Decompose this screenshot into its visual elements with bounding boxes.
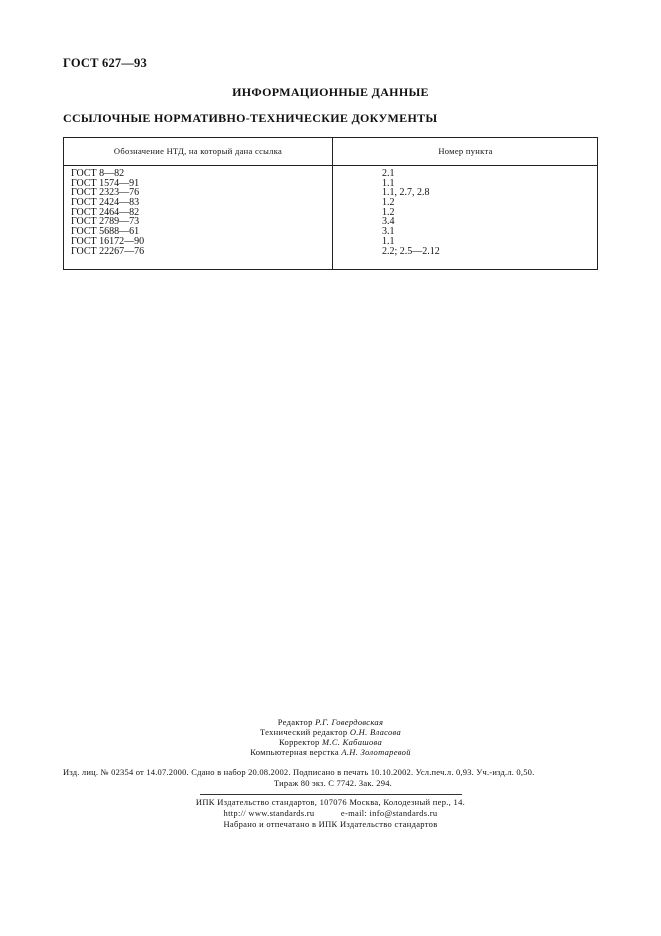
editor-role: Редактор: [277, 717, 313, 727]
cell-designation: ГОСТ 2323—76: [71, 187, 140, 199]
cell-designation: ГОСТ 1574—91: [71, 177, 140, 189]
references-table: [63, 137, 598, 270]
cell-clause: 1.1, 2.7, 2.8: [382, 187, 430, 199]
cell-designation: ГОСТ 2464—82: [71, 206, 140, 218]
table-row: [64, 179, 597, 189]
imprint-tech-editor: [0, 727, 661, 737]
refs-title: ССЫЛОЧНЫЕ НОРМАТИВНО-ТЕХНИЧЕСКИЕ ДОКУМЕНТЫ: [63, 111, 438, 125]
table-row: [64, 217, 597, 227]
table-row: [64, 169, 597, 179]
standard-number: ГОСТ 627—93: [63, 56, 147, 70]
cell-clause: 1.2: [382, 206, 395, 218]
table-row: [64, 247, 597, 257]
publication-info: [63, 767, 603, 789]
cell-clause: 1.1: [382, 235, 395, 247]
table-body: [64, 169, 597, 256]
publication-line-2: Тираж 80 экз. С 7742. Зак. 294.: [274, 778, 392, 788]
publication-line-1: Изд. лиц. № 02354 от 14.07.2000. Сдано в набор 20.08.2002. Подписано в печать 10.10.2002. Усл.печ.л. 0,93. Уч.-изд.л. 0,50.: [63, 767, 535, 777]
imprint-editor: [0, 717, 661, 727]
cell-designation: ГОСТ 22267—76: [71, 245, 145, 257]
publisher-address: ИПК Издательство стандартов, 107076 Москва, Колодезный пер., 14.: [195, 797, 466, 807]
publisher-printed: Набрано и отпечатано в ИПК Издательство стандартов: [223, 819, 438, 829]
editor-name: Р.Г. Говердовская: [315, 717, 384, 727]
layout-role: Компьютерная верстка: [250, 747, 339, 757]
tech-editor-role: Технический редактор: [259, 727, 348, 737]
table-row: [64, 198, 597, 208]
layout-name: А.Н. Золотаревой: [341, 747, 411, 757]
table-row: [64, 208, 597, 218]
cell-clause: 3.1: [382, 226, 395, 238]
header-clause: Номер пункта: [438, 146, 493, 156]
publisher-website: http:// www.standards.ru: [223, 808, 315, 818]
publisher-info: [0, 797, 661, 830]
header-designation: Обозначение НТД, на который дана ссылка: [113, 146, 283, 156]
cell-clause: 2.1: [382, 168, 395, 179]
corrector-name: М.С. Кабашова: [322, 737, 383, 747]
cell-clause: 1.2: [382, 197, 395, 209]
imprint: [0, 717, 661, 757]
cell-designation: ГОСТ 2424—83: [71, 197, 140, 209]
cell-clause: 2.2; 2.5—2.12: [382, 245, 440, 257]
info-title: ИНФОРМАЦИОННЫЕ ДАННЫЕ: [232, 85, 429, 99]
cell-designation: ГОСТ 2789—73: [71, 216, 140, 228]
table-row: [64, 188, 597, 198]
cell-clause: 3.4: [382, 216, 395, 228]
imprint-layout: [0, 747, 661, 757]
divider: [200, 794, 462, 795]
cell-designation: ГОСТ 5688—61: [71, 226, 140, 238]
imprint-corrector: [0, 737, 661, 747]
cell-designation: ГОСТ 8—82: [71, 168, 125, 179]
publisher-email: e-mail: info@standards.ru: [340, 808, 438, 818]
table-header: [64, 138, 597, 166]
corrector-role: Корректор: [278, 737, 320, 747]
tech-editor-name: О.Н. Власова: [349, 727, 402, 737]
cell-designation: ГОСТ 16172—90: [71, 235, 145, 247]
cell-clause: 1.1: [382, 177, 395, 189]
publisher-contacts: [0, 808, 661, 819]
